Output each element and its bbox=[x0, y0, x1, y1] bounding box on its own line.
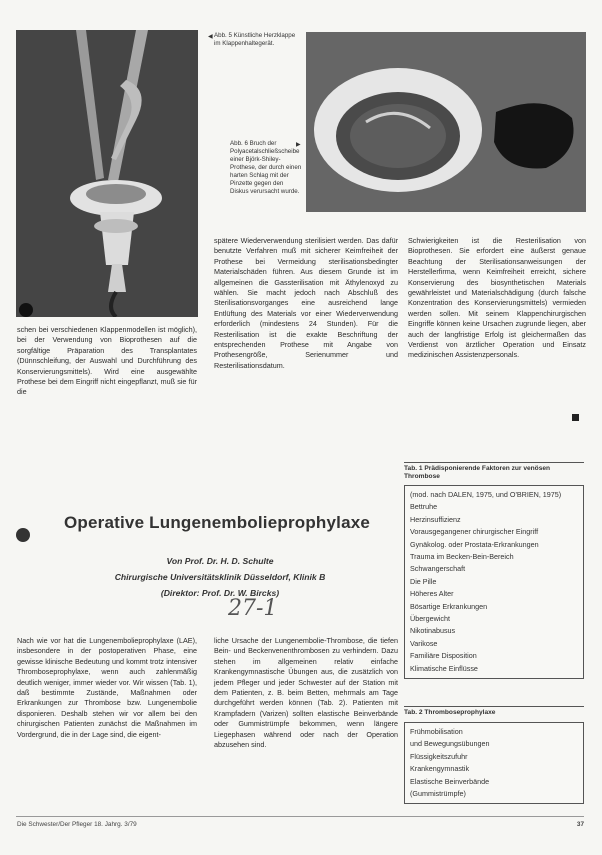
continued-text-col-left bbox=[17, 325, 197, 398]
article-author: Von Prof. Dr. H. D. Schulte bbox=[166, 556, 274, 566]
broken-valve-disc-illustration bbox=[306, 32, 586, 212]
continued-text-col-right bbox=[408, 236, 586, 361]
section-marker-icon bbox=[16, 528, 30, 542]
article-institution: Chirurgische Universitätsklinik Düsseldorf, Klinik B bbox=[114, 572, 326, 582]
table1-item: Bettruhe bbox=[410, 502, 438, 512]
article-title: Operative Lungenembolieprophylaxe bbox=[64, 513, 371, 532]
continued-text-col-mid bbox=[214, 236, 398, 371]
paragraph: schen bei verschiedenen Klappenmodellen ist möglich), bei der Verwendung von Bioprothesen auf die sorgfältige Präparation des Transplantates (Dünnschleifung, der Auswahl und Durchführung des Konservierungsmittels). Wird eine ausgewählte Prothese bei dem Eingriff nicht eingepflanzt, muß sie für die bbox=[17, 325, 197, 397]
table2-item: (Gummistrümpfe) bbox=[410, 789, 466, 799]
table1-item: Bösartige Erkrankungen bbox=[410, 601, 488, 611]
paragraph: liche Ursache der Lungenembolie-Thrombose, die tiefen Bein- und Beckenvenenthrombosen zu verhindern. Dazu stehen im allgemeinen relativ einfache Krankengymnastische Übungen aus, die zusätzlich von jedem Pfleger und jeder Schwester auf der Station mit dem Patienten, z. B. beim Betten, mehrmals am Tage durchgeführt werden können (Tab. 2). Patienten mit Krampfadern (Varizen) sollten elastische Beinverbände oder Gummistrümpfe bekommen, wenn längere Liegephasen während oder nach der Operation abzusehen sind. bbox=[214, 636, 398, 750]
page-number: 37 bbox=[576, 821, 584, 828]
article-director: (Direktor: Prof. Dr. W. Bircks) bbox=[160, 588, 280, 598]
table2-item: Krankengymnastik bbox=[410, 764, 470, 774]
table2-box bbox=[404, 722, 584, 804]
table1-item: Familiäre Disposition bbox=[410, 651, 477, 661]
figure-5-photo bbox=[16, 30, 198, 317]
paragraph: Nach wie vor hat die Lungenembolieprophylaxe (LAE), insbesondere in der postoperativen Phase, eine gewisse klinische Bedeutung und kommt trotz intensiver Thromboseprophylaxe, wenn auch zahlenmäßig deutlich weniger, immer wieder vor. Wir wissen (Tab. 1), daß bestimmte Zustände, Maßnahmen oder Erkrankungen zur Thrombose bzw. Lungenembolie disponieren. Deshalb stehen wir vor allem bei den chirurgischen Patienten zunächst die Maßnahmen im Vordergrund, die in der Lage sind, die eigent- bbox=[17, 636, 197, 739]
footer-rule bbox=[16, 816, 584, 817]
table1-item: Schwangerschaft bbox=[410, 564, 466, 574]
footer-journal: Die Schwester/Der Pfleger 18. Jahrg. 3/79 bbox=[17, 821, 137, 828]
table1-item: Varikose bbox=[410, 638, 438, 648]
end-of-article-mark bbox=[572, 414, 579, 421]
figure-6-photo bbox=[306, 32, 586, 212]
table2-item: Elastische Beinverbände bbox=[410, 776, 490, 786]
table1-box bbox=[404, 485, 584, 679]
table2-item: Flüssigkeitszufuhr bbox=[410, 751, 468, 761]
caption-arrow-left-icon: ◀ bbox=[208, 33, 213, 40]
table1-item: Nikotinabusus bbox=[410, 626, 456, 636]
table2-item: Frühmobilisation bbox=[410, 727, 463, 736]
heart-valve-holder-illustration bbox=[16, 30, 198, 317]
table1-item: Höheres Alter bbox=[410, 589, 454, 599]
table1-source: (mod. nach DALEN, 1975, und O'BRIEN, 1975) bbox=[410, 490, 562, 499]
paragraph: Schwierigkeiten ist die Resterilisation von Bioprothesen. Sie erfordert eine äußerst genaue Beachtung der Sterilisationsanweisungen der Herstellerfirma, wenn Keimfreiheit erreicht, sichere Konservierung des biosynthetischen Materials gewährleistet und Materialschädigung (durch falsche Konzentration des Konservierungsmittels) vermieden werden sollen. Mit seinem Klappenchirurgischen Eingriffe können keine Ursachen zugrunde liegen, aber auch der langfristige Erfolg ist gleichermaßen das Verdienst von ärztlicher Operation und Einsatz medizinischen Assistenzpersonals. bbox=[408, 236, 586, 360]
table1-item: Die Pille bbox=[410, 576, 437, 586]
table1-item: Trauma im Becken-Bein-Bereich bbox=[410, 552, 514, 562]
table1-item: Herzinsuffizienz bbox=[410, 514, 461, 524]
article-col-mid bbox=[214, 636, 398, 750]
article-col-left bbox=[17, 636, 197, 740]
table2-rule bbox=[404, 706, 584, 707]
figure-6-caption: Abb. 6 Bruch der Polyacetalschließscheibe einer Björk-Shiley-Prothese, der durch einen harten Schlag mit der Pinzette gegen den Diskus verursacht wurde. bbox=[230, 140, 302, 195]
table1-item: Übergewicht bbox=[410, 614, 450, 624]
table1-rule bbox=[404, 462, 584, 463]
table2-title: Tab. 2 Thromboseprophylaxe bbox=[404, 709, 496, 716]
table1-item: Vorausgegangener chirurgischer Eingriff bbox=[410, 527, 539, 537]
table1-item: Gynäkolog. oder Prostata-Erkrankungen bbox=[410, 539, 539, 549]
caption-arrow-right-icon: ▶ bbox=[296, 141, 301, 148]
handwritten-note: 27-1 bbox=[228, 596, 278, 621]
table2-item: und Bewegungsübungen bbox=[410, 739, 490, 749]
figure-5-caption: Abb. 5 Künstliche Herzklappe im Klappenhaltegerät. bbox=[214, 32, 296, 47]
table1-title: Tab. 1 Prädisponierende Faktoren zur venösen Thrombose bbox=[404, 465, 551, 480]
table1-item: Klimatische Einflüsse bbox=[410, 663, 478, 673]
paragraph: spätere Wiederverwendung sterilisiert werden. Das dafür benutzte Verfahren muß mit sicherer Keimfreiheit der Prothese bei Vermeidung sterilisationsbedingter Materialschäden führen. Aus diesem Grunde ist im allgemeinen die Gassterilisation mit Äthylenoxyd zu wählen. Sie macht jedoch nach Abschluß des Sterilisationsvorganges eine ausreichend lange Entlüftung des Materials vor einer Wiederverwendung erforderlich (mindestens 24 Stunden). Für die Resterilisation ist die exakte Beschriftung der entsprechenden Prothese mit Angabe von Prothesengröße, Serienummer und Resterilisationsdatum. bbox=[214, 236, 398, 370]
